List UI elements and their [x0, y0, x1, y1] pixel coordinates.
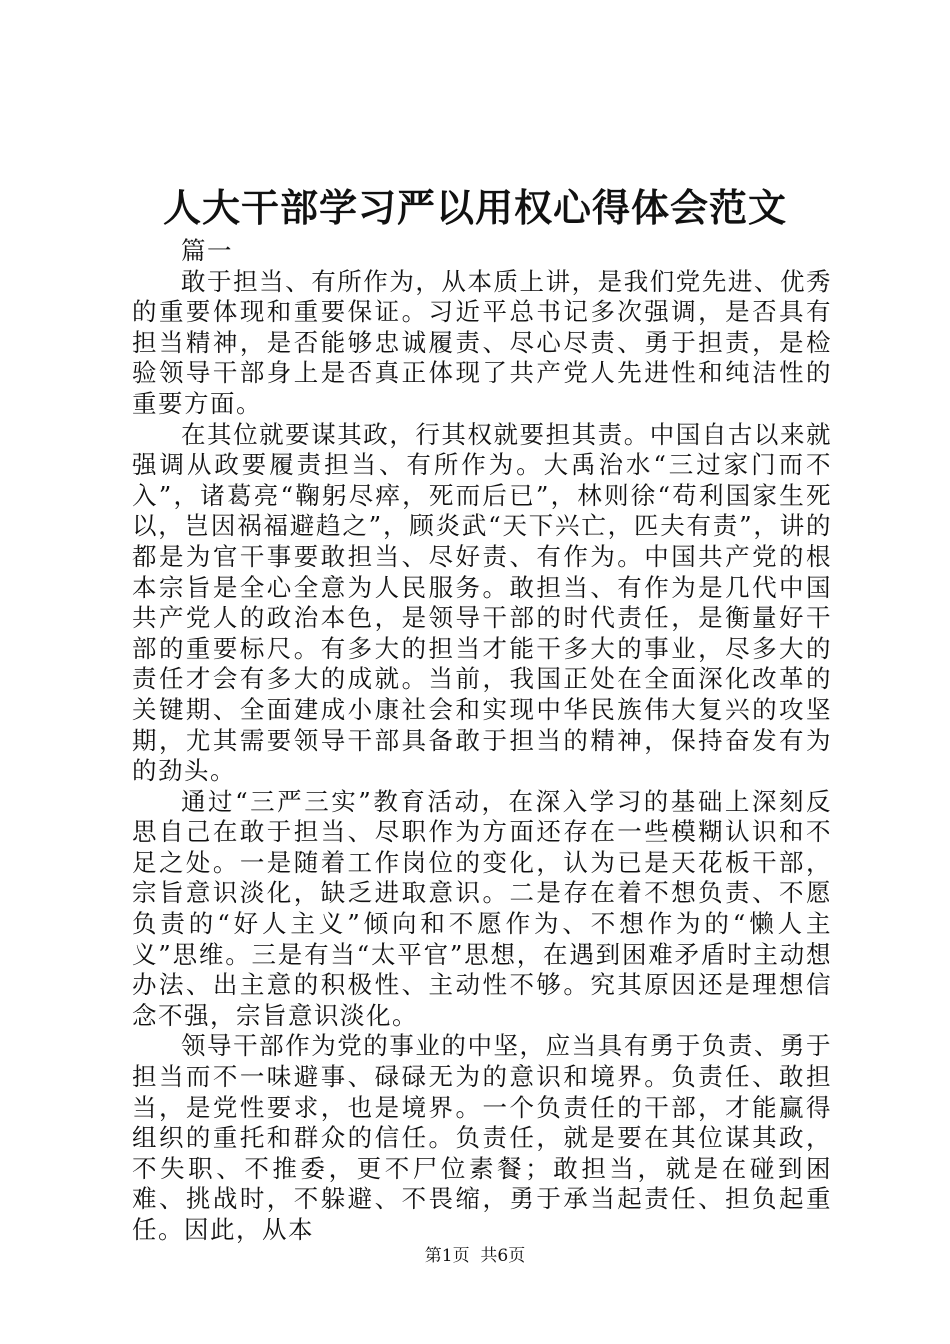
- paragraph-4: 领导干部作为党的事业的中坚，应当具有勇于负责、勇于担当而不一味避事、碌碌无为的意识和境界。负责任、敢担当，是党性要求，也是境界。一个负责任的干部，才能赢得组织的重托和群众的信任。负责任，就是要在其位谋其政，不失职、不推委，更不尸位素餐；敢担当，就是在碰到困难、挑战时，不躲避、不畏缩，勇于承当起责任、担负起重任。因此，从本: [132, 1031, 832, 1244]
- page-number-footer: 第1页 共6页: [424, 1246, 526, 1266]
- paragraph-3: 通过“三严三实”教育活动，在深入学习的基础上深刻反思自己在敢于担当、尽职作为方面还存在一些模糊认识和不足之处。一是随着工作岗位的变化，认为已是天花板干部，宗旨意识淡化，缺乏进取意识。二是存在着不想负责、不愿负责的“好人主义”倾向和不愿作为、不想作为的“懒人主义”思维。三是有当“太平官”思想，在遇到困难矛盾时主动想办法、出主意的积极性、主动性不够。究其原因还是理想信念不强，宗旨意识淡化。: [132, 786, 832, 1030]
- paragraph-2: 在其位就要谋其政，行其权就要担其责。中国自古以来就强调从政要履责担当、有所作为。大禹治水“三过家门而不入”，诸葛亮“鞠躬尽瘁，死而后已”，林则徐“苟利国家生死以，岂因祸福避趋之”，顾炎武“天下兴亡，匹夫有责”，讲的都是为官干事要敢担当、尽好责、有作为。中国共产党的根本宗旨是全心全意为人民服务。敢担当、有作为是几代中国共产党人的政治本色，是领导干部的时代责任，是衡量好干部的重要标尺。有多大的担当才能干多大的事业，尽多大的责任才会有多大的成就。当前，我国正处在全面深化改革的关键期、全面建成小康社会和实现中华民族伟大复兴的攻坚期，尤其需要领导干部具备敢于担当的精神，保持奋发有为的劲头。: [132, 419, 832, 786]
- section-label: 篇一: [181, 236, 233, 265]
- document-body: [132, 236, 832, 1246]
- paragraph-1: 敢于担当、有所作为，从本质上讲，是我们党先进、优秀的重要体现和重要保证。习近平总书记多次强调，是否具有担当精神，是否能够忠诚履责、尽心尽责、勇于担责，是检验领导干部身上是否真正体现了共产党人先进性和纯洁性的重要方面。: [132, 266, 832, 418]
- document-title: 人大干部学习严以用权心得体会范文: [162, 185, 787, 230]
